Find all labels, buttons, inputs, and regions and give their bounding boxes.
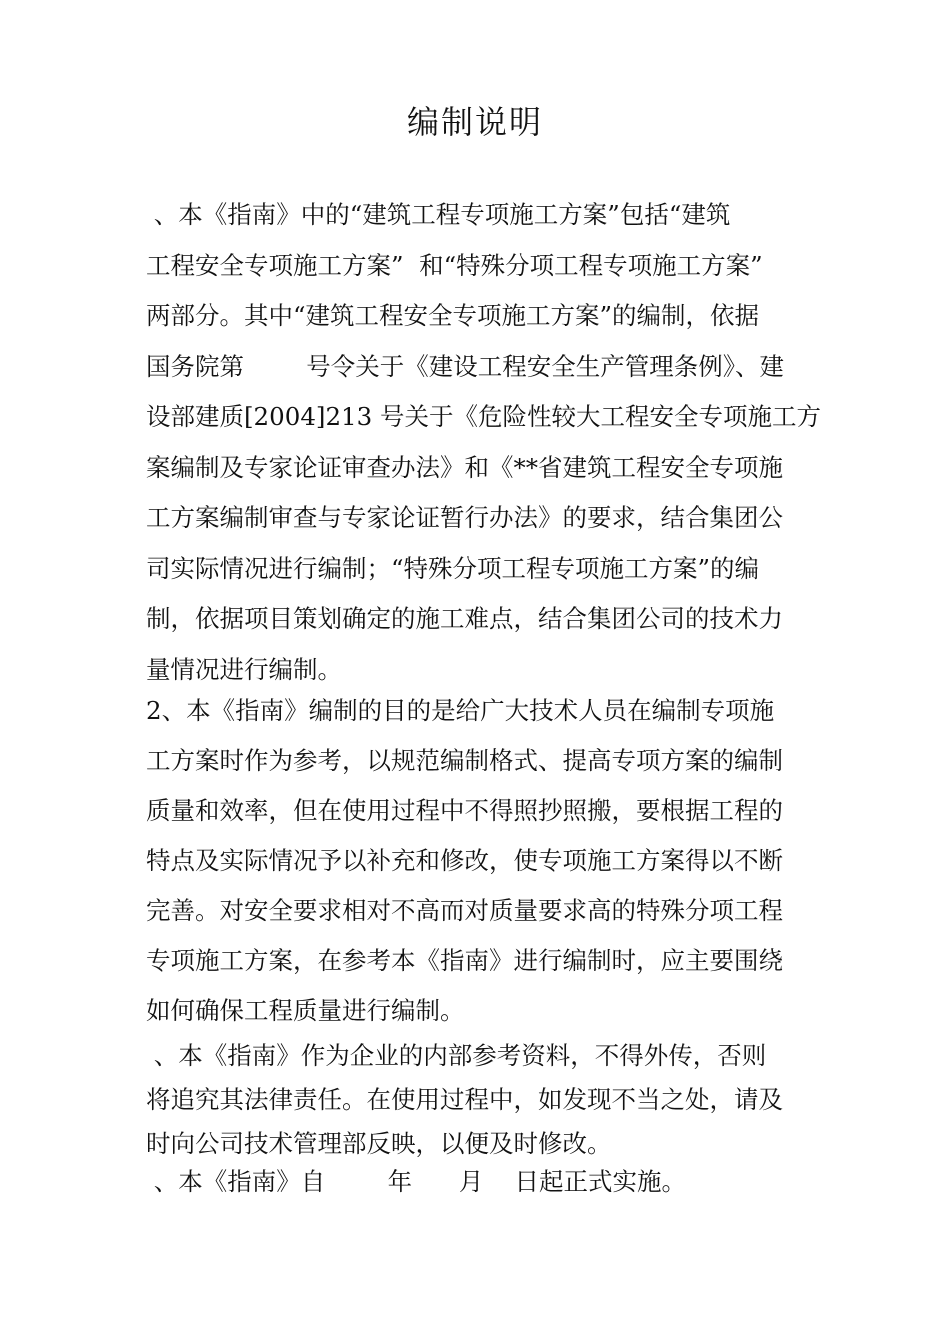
paragraph-line: 国务院第 号令关于《建设工程安全生产管理条例》、建: [146, 351, 785, 381]
paragraph-line: 特点及实际情况予以补充和修改，使专项施工方案得以不断: [146, 846, 783, 875]
paragraph-line: 工程安全专项施工方案” 和“特殊分项工程专项施工方案”: [146, 250, 763, 280]
paragraph-line: 、本《指南》中的“建筑工程专项施工方案”包括“建筑: [146, 200, 731, 229]
paragraph-line: 2、本《指南》编制的目的是给广大技术人员在编制专项施: [146, 696, 775, 725]
paragraph-3: [146, 1034, 826, 1166]
paragraph-line: 设部建质[2004]213 号关于《危险性较大工程安全专项施工方: [146, 402, 822, 431]
paragraph-line: 如何确保工程质量进行编制。: [146, 996, 465, 1025]
paragraph-line: 司实际情况进行编制；“特殊分项工程专项施工方案”的编: [146, 553, 760, 583]
paragraph-1: [146, 190, 826, 695]
paragraph-line: 将追究其法律责任。在使用过程中，如发现不当之处，请及: [146, 1085, 783, 1114]
paragraph-line: 完善。对安全要求相对不高而对质量要求高的特殊分项工程: [146, 896, 783, 925]
document-title: 编制说明: [406, 103, 543, 141]
paragraph-2: [146, 686, 826, 1036]
paragraph-line: 两部分。其中“建筑工程安全专项施工方案”的编制，依据: [146, 301, 760, 330]
paragraph-line: 、本《指南》自 年 月 日起正式实施。: [146, 1167, 686, 1196]
paragraph-line: 质量和效率，但在使用过程中不得照抄照搬，要根据工程的: [146, 796, 783, 825]
paragraph-line: 时向公司技术管理部反映，以便及时修改。: [146, 1129, 612, 1158]
paragraph-line: 专项施工方案，在参考本《指南》进行编制时，应主要围绕: [146, 946, 783, 975]
paragraph-line: 工方案时作为参考，以规范编制格式、提高专项方案的编制: [146, 746, 783, 775]
paragraph-line: 制，依据项目策划确定的施工难点，结合集团公司的技术力: [146, 604, 783, 633]
paragraph-line: 工方案编制审查与专家论证暂行办法》的要求，结合集团公: [146, 503, 783, 532]
paragraph-4: [146, 1160, 826, 1204]
paragraph-line: 、本《指南》作为企业的内部参考资料，不得外传，否则: [146, 1041, 767, 1070]
paragraph-line: 案编制及专家论证审查办法》和《**省建筑工程安全专项施: [146, 452, 783, 482]
paragraph-line: 量情况进行编制。: [146, 654, 342, 684]
